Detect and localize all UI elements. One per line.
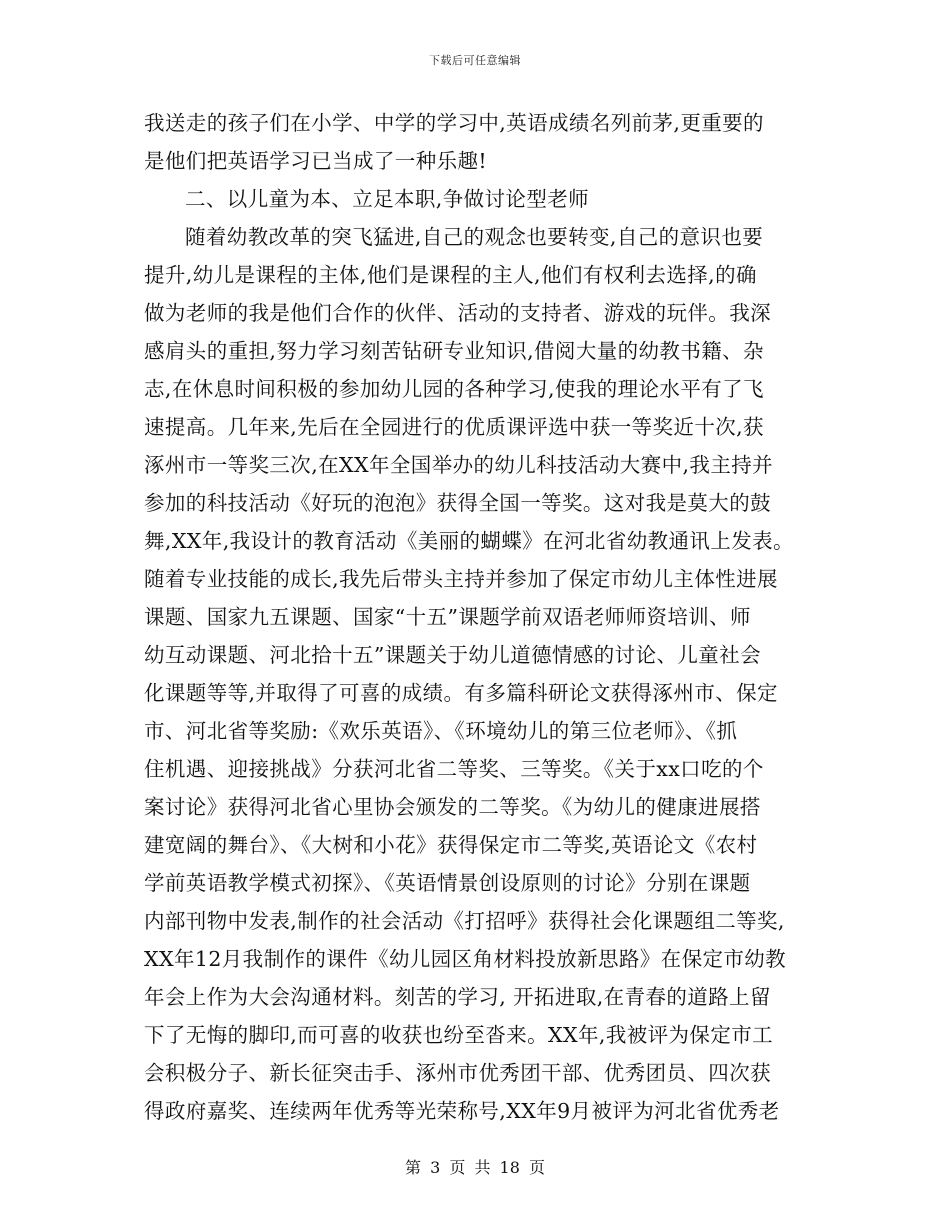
body-line: 做为老师的我是他们合作的伙伴、活动的支持者、游戏的玩伴。我深 [144,301,771,325]
body-line: 随着专业技能的成长,我先后带头主持并参加了保定市幼儿主体性进展 [144,567,778,591]
body-line: 学前英语教学模式初探》、《英语情景创设原则的讨论》分别在课题 [144,871,751,895]
body-line: 化课题等等,并取得了可喜的成绩。有多篇科研论文获得涿州市、保定 [144,681,778,705]
body-line: 舞,XX年,我设计的教育活动《美丽的蝴蝶》在河北省幼教通讯上发表。 [144,529,794,553]
body-line: 提升,幼儿是课程的主体,他们是课程的主人,他们有权利去选择,的确 [144,263,757,287]
page-number-footer: 第 3 页 共 18 页 [405,1158,545,1177]
section-heading: 二、以儿童为本、立足本职,争做讨论型老师 [185,187,590,211]
body-line: XX年12月我制作的课件《幼儿园区角材料投放新思路》在保定市幼教 [144,947,787,971]
body-line: 课题、国家九五课题、国家“十五”课题学前双语老师师资培训、师 [144,605,751,629]
body-line: 案讨论》获得河北省心里协会颁发的二等奖。《为幼儿的健康进展搭 [144,795,761,819]
page-header: 下载后可任意编辑 [429,54,521,67]
body-line: 速提高。几年来,先后在全园进行的优质课评选中获一等奖近十次,获 [144,415,764,439]
body-line: 志,在休息时间积极的参加幼儿园的各种学习,使我的理论水平有了飞 [144,377,764,401]
body-line: 是他们把英语学习已当成了一种乐趣! [144,149,488,173]
body-line: 建宽阔的舞台》、《大树和小花》获得保定市二等奖,英语论文《农村 [144,833,758,857]
body-line: 内部刊物中发表,制作的社会活动《打招呼》获得社会化课题组二等奖, [144,909,785,933]
body-line: 下了无悔的脚印,而可喜的收获也纷至沓来。XX年,我被评为保定市工 [144,1023,774,1047]
document-body [144,104,824,1130]
body-line: 参加的科技活动《好玩的泡泡》获得全国一等奖。这对我是莫大的鼓 [144,491,771,515]
body-line: 市、河北省等奖励:《欢乐英语》、《环境幼儿的第三位老师》、《抓 [144,719,738,743]
body-line: 年会上作为大会沟通材料。刻苦的学习, 开拓进取,在青春的道路上留 [144,985,771,1009]
body-line: 随着幼教改革的突飞猛进,自己的观念也要转变,自己的意识也要 [185,225,764,249]
body-line: 得政府嘉奖、连续两年优秀等光荣称号,XX年9月被评为河北省优秀老 [144,1099,780,1123]
body-line: 住机遇、迎接挑战》分获河北省二等奖、三等奖。《关于xx口吃的个 [144,757,764,781]
body-line: 我送走的孩子们在小学、中学的学习中,英语成绩名列前茅,更重要的 [144,111,764,135]
body-line: 涿州市一等奖三次,在XX年全国举办的幼儿科技活动大赛中,我主持并 [144,453,774,477]
body-line: 会积极分子、新长征突击手、涿州市优秀团干部、优秀团员、四次获 [144,1061,771,1085]
body-line: 幼互动课题、河北拾十五”课题关于幼儿道德情感的讨论、儿童社会 [144,643,761,667]
body-line: 感肩头的重担,努力学习刻苦钻研专业知识,借阅大量的幼教书籍、杂 [144,339,764,363]
